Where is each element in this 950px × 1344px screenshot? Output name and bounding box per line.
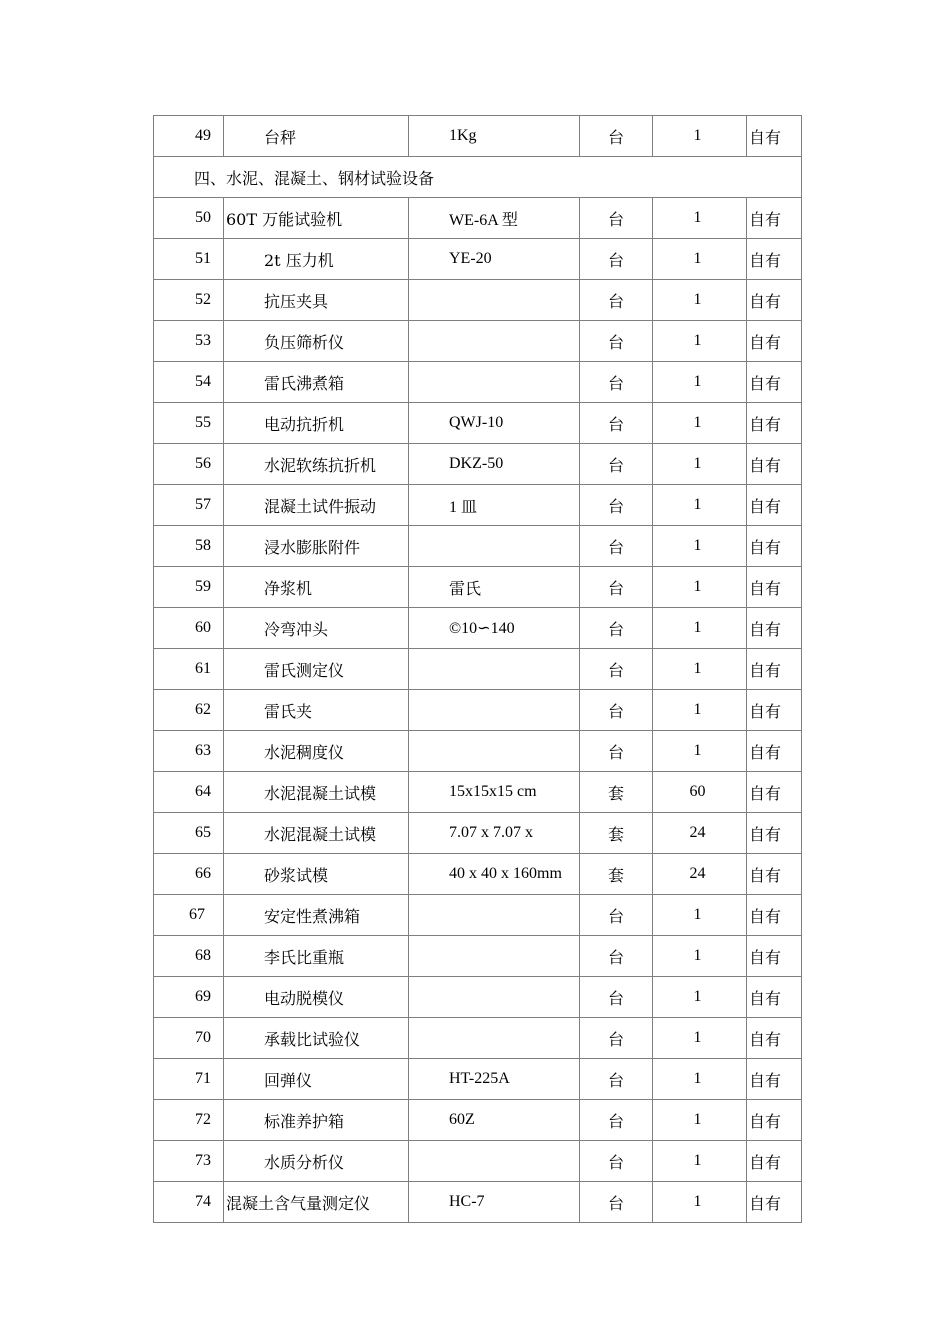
cell-number: 70 xyxy=(154,1018,224,1059)
cell-quantity: 1 xyxy=(653,608,747,649)
cell-ownership: 自有 xyxy=(747,772,802,813)
table-row xyxy=(154,1100,802,1141)
cell-equipment-name: 水泥稠度仪 xyxy=(224,731,409,772)
table-row xyxy=(154,772,802,813)
cell-unit: 台 xyxy=(580,731,653,772)
table-row xyxy=(154,1182,802,1223)
cell-ownership: 自有 xyxy=(747,567,802,608)
cell-equipment-name: 标准养护箱 xyxy=(224,1100,409,1141)
cell-unit: 台 xyxy=(580,1141,653,1182)
cell-model xyxy=(409,977,580,1018)
cell-number: 74 xyxy=(154,1182,224,1223)
cell-quantity: 1 xyxy=(653,526,747,567)
cell-ownership: 自有 xyxy=(747,854,802,895)
table-row xyxy=(154,362,802,403)
cell-equipment-name: 水泥混凝土试模 xyxy=(224,813,409,854)
cell-quantity: 1 xyxy=(653,1100,747,1141)
cell-ownership: 自有 xyxy=(747,321,802,362)
table-row xyxy=(154,649,802,690)
cell-equipment-name: 电动抗折机 xyxy=(224,403,409,444)
cell-unit: 套 xyxy=(580,854,653,895)
cell-quantity: 24 xyxy=(653,854,747,895)
cell-model: 60Z xyxy=(409,1100,580,1141)
cell-quantity: 1 xyxy=(653,567,747,608)
cell-model xyxy=(409,321,580,362)
table-row xyxy=(154,526,802,567)
cell-quantity: 1 xyxy=(653,444,747,485)
cell-unit: 台 xyxy=(580,567,653,608)
cell-model: 雷氏 xyxy=(409,567,580,608)
section-title: 四、水泥、混凝土、钢材试验设备 xyxy=(154,157,802,198)
table-row xyxy=(154,1059,802,1100)
cell-ownership: 自有 xyxy=(747,198,802,239)
cell-model: HC-7 xyxy=(409,1182,580,1223)
cell-number: 52 xyxy=(154,280,224,321)
cell-equipment-name: 雷氏测定仪 xyxy=(224,649,409,690)
cell-quantity: 1 xyxy=(653,321,747,362)
cell-number: 71 xyxy=(154,1059,224,1100)
cell-quantity: 1 xyxy=(653,936,747,977)
cell-ownership: 自有 xyxy=(747,526,802,567)
cell-ownership: 自有 xyxy=(747,1018,802,1059)
table-row xyxy=(154,731,802,772)
cell-number: 67 xyxy=(154,895,224,936)
cell-equipment-name: 台秤 xyxy=(224,116,409,157)
cell-model: 1Kg xyxy=(409,116,580,157)
cell-number: 50 xyxy=(154,198,224,239)
cell-model: 15x15x15 cm xyxy=(409,772,580,813)
cell-model xyxy=(409,895,580,936)
cell-unit: 台 xyxy=(580,1182,653,1223)
cell-equipment-name: 承载比试验仪 xyxy=(224,1018,409,1059)
cell-equipment-name: 回弹仪 xyxy=(224,1059,409,1100)
table-row xyxy=(154,690,802,731)
cell-ownership: 自有 xyxy=(747,936,802,977)
cell-equipment-name: 60T 万能试验机 xyxy=(224,198,409,239)
cell-unit: 台 xyxy=(580,1059,653,1100)
table-row xyxy=(154,608,802,649)
cell-quantity: 1 xyxy=(653,649,747,690)
table-row xyxy=(154,239,802,280)
cell-unit: 台 xyxy=(580,321,653,362)
cell-quantity: 1 xyxy=(653,1141,747,1182)
cell-ownership: 自有 xyxy=(747,813,802,854)
cell-unit: 台 xyxy=(580,280,653,321)
cell-unit: 台 xyxy=(580,936,653,977)
cell-model: 7.07 x 7.07 x xyxy=(409,813,580,854)
cell-equipment-name: 2t 压力机 xyxy=(224,239,409,280)
cell-equipment-name: 混凝土含气量测定仪 xyxy=(224,1182,409,1223)
equipment-table-body xyxy=(154,116,802,1223)
cell-ownership: 自有 xyxy=(747,116,802,157)
equipment-table xyxy=(153,115,802,1223)
cell-number: 66 xyxy=(154,854,224,895)
cell-model xyxy=(409,280,580,321)
cell-equipment-name: 电动脱模仪 xyxy=(224,977,409,1018)
cell-number: 51 xyxy=(154,239,224,280)
section-row xyxy=(154,157,802,198)
cell-ownership: 自有 xyxy=(747,239,802,280)
cell-unit: 套 xyxy=(580,813,653,854)
cell-number: 61 xyxy=(154,649,224,690)
cell-model: WE-6A 型 xyxy=(409,198,580,239)
cell-unit: 台 xyxy=(580,977,653,1018)
cell-quantity: 1 xyxy=(653,362,747,403)
cell-unit: 台 xyxy=(580,690,653,731)
cell-model xyxy=(409,649,580,690)
cell-unit: 台 xyxy=(580,239,653,280)
cell-equipment-name: 净浆机 xyxy=(224,567,409,608)
cell-number: 57 xyxy=(154,485,224,526)
cell-number: 55 xyxy=(154,403,224,444)
cell-quantity: 60 xyxy=(653,772,747,813)
cell-model xyxy=(409,731,580,772)
table-row xyxy=(154,1018,802,1059)
table-row xyxy=(154,1141,802,1182)
cell-quantity: 1 xyxy=(653,1059,747,1100)
table-row xyxy=(154,403,802,444)
cell-model: ©10∽140 xyxy=(409,608,580,649)
cell-ownership: 自有 xyxy=(747,731,802,772)
cell-unit: 台 xyxy=(580,649,653,690)
cell-model xyxy=(409,690,580,731)
cell-ownership: 自有 xyxy=(747,608,802,649)
cell-ownership: 自有 xyxy=(747,895,802,936)
cell-ownership: 自有 xyxy=(747,977,802,1018)
cell-quantity: 1 xyxy=(653,895,747,936)
cell-equipment-name: 雷氏夹 xyxy=(224,690,409,731)
cell-model xyxy=(409,362,580,403)
cell-model xyxy=(409,1018,580,1059)
cell-equipment-name: 水泥软练抗折机 xyxy=(224,444,409,485)
table-row xyxy=(154,321,802,362)
cell-quantity: 24 xyxy=(653,813,747,854)
cell-number: 72 xyxy=(154,1100,224,1141)
cell-unit: 台 xyxy=(580,485,653,526)
table-row xyxy=(154,854,802,895)
cell-unit: 台 xyxy=(580,895,653,936)
cell-unit: 台 xyxy=(580,608,653,649)
cell-unit: 台 xyxy=(580,403,653,444)
cell-ownership: 自有 xyxy=(747,649,802,690)
cell-model xyxy=(409,1141,580,1182)
cell-number: 54 xyxy=(154,362,224,403)
cell-unit: 台 xyxy=(580,1100,653,1141)
cell-equipment-name: 负压筛析仪 xyxy=(224,321,409,362)
cell-quantity: 1 xyxy=(653,485,747,526)
cell-quantity: 1 xyxy=(653,690,747,731)
cell-model: 1 皿 xyxy=(409,485,580,526)
cell-ownership: 自有 xyxy=(747,1182,802,1223)
cell-equipment-name: 砂浆试模 xyxy=(224,854,409,895)
cell-unit: 台 xyxy=(580,198,653,239)
table-row xyxy=(154,895,802,936)
cell-ownership: 自有 xyxy=(747,485,802,526)
cell-ownership: 自有 xyxy=(747,362,802,403)
table-row xyxy=(154,116,802,157)
cell-ownership: 自有 xyxy=(747,690,802,731)
cell-quantity: 1 xyxy=(653,731,747,772)
cell-model xyxy=(409,526,580,567)
cell-equipment-name: 雷氏沸煮箱 xyxy=(224,362,409,403)
cell-number: 56 xyxy=(154,444,224,485)
cell-equipment-name: 混凝土试件振动 xyxy=(224,485,409,526)
cell-ownership: 自有 xyxy=(747,1141,802,1182)
cell-number: 68 xyxy=(154,936,224,977)
cell-number: 62 xyxy=(154,690,224,731)
table-row xyxy=(154,444,802,485)
cell-quantity: 1 xyxy=(653,116,747,157)
cell-unit: 套 xyxy=(580,772,653,813)
cell-ownership: 自有 xyxy=(747,403,802,444)
cell-number: 64 xyxy=(154,772,224,813)
cell-unit: 台 xyxy=(580,526,653,567)
cell-model: 40 x 40 x 160mm xyxy=(409,854,580,895)
cell-ownership: 自有 xyxy=(747,1059,802,1100)
cell-number: 58 xyxy=(154,526,224,567)
cell-ownership: 自有 xyxy=(747,444,802,485)
table-row xyxy=(154,936,802,977)
table-row xyxy=(154,280,802,321)
cell-quantity: 1 xyxy=(653,280,747,321)
cell-equipment-name: 安定性煮沸箱 xyxy=(224,895,409,936)
cell-unit: 台 xyxy=(580,1018,653,1059)
cell-equipment-name: 浸水膨胀附件 xyxy=(224,526,409,567)
cell-unit: 台 xyxy=(580,362,653,403)
cell-equipment-name: 李氏比重瓶 xyxy=(224,936,409,977)
cell-number: 60 xyxy=(154,608,224,649)
cell-equipment-name: 冷弯冲头 xyxy=(224,608,409,649)
cell-number: 49 xyxy=(154,116,224,157)
cell-number: 69 xyxy=(154,977,224,1018)
cell-model: HT-225A xyxy=(409,1059,580,1100)
table-row xyxy=(154,977,802,1018)
cell-ownership: 自有 xyxy=(747,280,802,321)
cell-quantity: 1 xyxy=(653,403,747,444)
cell-quantity: 1 xyxy=(653,1018,747,1059)
table-row xyxy=(154,567,802,608)
cell-number: 59 xyxy=(154,567,224,608)
cell-number: 63 xyxy=(154,731,224,772)
table-row xyxy=(154,485,802,526)
cell-model: QWJ-10 xyxy=(409,403,580,444)
cell-model: DKZ-50 xyxy=(409,444,580,485)
cell-equipment-name: 水质分析仪 xyxy=(224,1141,409,1182)
cell-quantity: 1 xyxy=(653,1182,747,1223)
cell-model: YE-20 xyxy=(409,239,580,280)
table-row xyxy=(154,813,802,854)
cell-number: 65 xyxy=(154,813,224,854)
cell-number: 73 xyxy=(154,1141,224,1182)
table-row xyxy=(154,198,802,239)
cell-quantity: 1 xyxy=(653,977,747,1018)
cell-model xyxy=(409,936,580,977)
cell-equipment-name: 抗压夹具 xyxy=(224,280,409,321)
cell-quantity: 1 xyxy=(653,239,747,280)
cell-ownership: 自有 xyxy=(747,1100,802,1141)
cell-unit: 台 xyxy=(580,444,653,485)
cell-number: 53 xyxy=(154,321,224,362)
cell-unit: 台 xyxy=(580,116,653,157)
cell-quantity: 1 xyxy=(653,198,747,239)
cell-equipment-name: 水泥混凝土试模 xyxy=(224,772,409,813)
